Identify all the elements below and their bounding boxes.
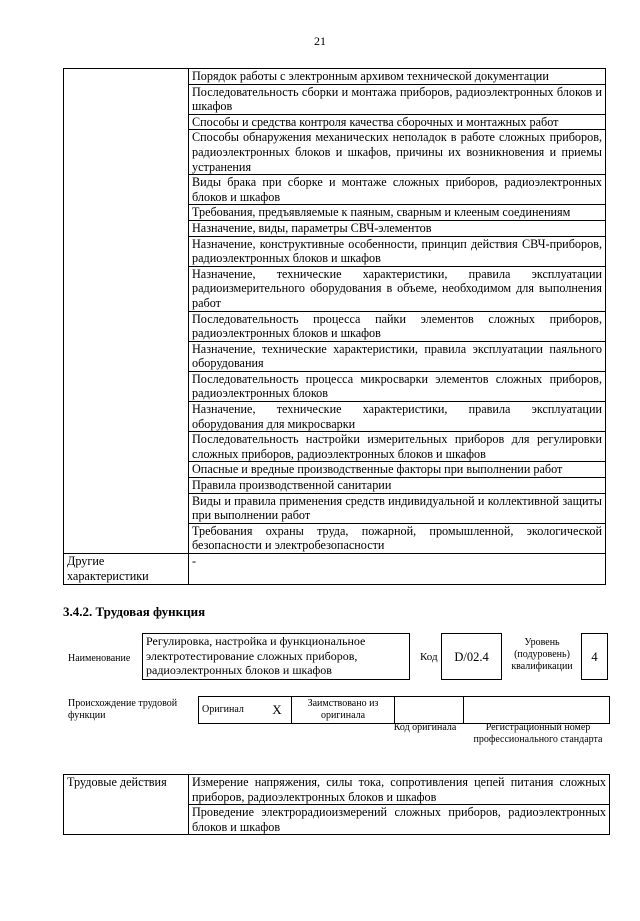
function-name-value: Регулировка, настройка и функциональное электротестирование сложных приборов, радиоэлектронных блоков и шкафов [142, 633, 410, 680]
name-label: Наименование [68, 653, 131, 664]
knowledge-item: Назначение, виды, параметры СВЧ-элементов [189, 220, 606, 236]
code-label: Код [420, 651, 438, 663]
knowledge-item: Назначение, конструктивные особенности, принцип действия СВЧ-приборов, радиоэлектронных блоков и шкафов [189, 236, 606, 266]
level-label: Уровень (подуровень) квалификации [511, 637, 573, 672]
knowledge-item: Порядок работы с электронным архивом технической документации [189, 69, 606, 85]
actions-label: Трудовые действия [64, 775, 189, 835]
action-item: Проведение электрорадиоизмерений сложных приборов, радиоэлектронных блоков и шкафов [189, 805, 610, 835]
other-value: - [189, 554, 606, 585]
knowledge-item: Виды брака при сборке и монтаже сложных приборов, радиоэлектронных блоков и шкафов [189, 175, 606, 205]
knowledge-item: Последовательность процесса пайки элементов сложных приборов, радиоэлектронных блоков и шкафов [189, 311, 606, 341]
function-code-value: D/02.4 [441, 633, 502, 680]
code-original-cell [395, 697, 464, 724]
knowledge-item: Правила производственной санитарии [189, 478, 606, 494]
knowledge-item: Опасные и вредные производственные факторы при выполнении работ [189, 462, 606, 478]
knowledge-item: Последовательность настройки измерительных приборов для регулировки сложных приборов, радиоэлектронных блоков и шкафов [189, 432, 606, 462]
knowledge-item: Последовательность сборки и монтажа приборов, радиоэлектронных блоков и шкафов [189, 84, 606, 114]
code-original-label: Код оригинала [393, 722, 457, 733]
knowledge-table [63, 68, 606, 585]
original-label: Оригинал [199, 697, 264, 724]
knowledge-item: Требования охраны труда, пожарной, промышленной, экологической безопасности и электробезопасности [189, 523, 606, 553]
knowledge-item: Назначение, технические характеристики, правила эксплуатации оборудования для микросварки [189, 402, 606, 432]
knowledge-item: Назначение, технические характеристики, правила эксплуатации радиоизмерительного оборудования в объеме, необходимом для выполнения работ [189, 266, 606, 311]
page-number: 21 [314, 34, 326, 48]
origin-label: Происхождение трудовой функции [68, 698, 178, 721]
borrowed-label: Заимствовано из оригинала [292, 697, 395, 724]
other-label: Другие характеристики [64, 554, 189, 585]
knowledge-item: Последовательность процесса микросварки элементов сложных приборов, радиоэлектронных блоков [189, 371, 606, 401]
knowledge-item: Способы и средства контроля качества сборочных и монтажных работ [189, 114, 606, 130]
origin-table [198, 696, 610, 724]
function-level-value: 4 [581, 633, 608, 680]
actions-table [63, 774, 610, 835]
knowledge-item: Виды и правила применения средств индивидуальной и коллективной защиты при выполнении работ [189, 493, 606, 523]
reg-number-label: Регистрационный номер профессионального стандарта [473, 722, 603, 745]
knowledge-label-cell [64, 69, 189, 554]
knowledge-item: Назначение, технические характеристики, правила эксплуатации паяльного оборудования [189, 341, 606, 371]
knowledge-item: Способы обнаружения механических неполадок в работе сложных приборов, радиоэлектронных блоков и шкафов, причины их возникновения и приемы устранения [189, 130, 606, 175]
reg-number-cell [464, 697, 610, 724]
action-item: Измерение напряжения, силы тока, сопротивления цепей питания сложных приборов, радиоэлектронных блоков и шкафов [189, 775, 610, 805]
section-title: 3.4.2. Трудовая функция [63, 604, 206, 619]
original-mark: X [263, 697, 292, 724]
knowledge-item: Требования, предъявляемые к паяным, сварным и клееным соединениям [189, 205, 606, 221]
